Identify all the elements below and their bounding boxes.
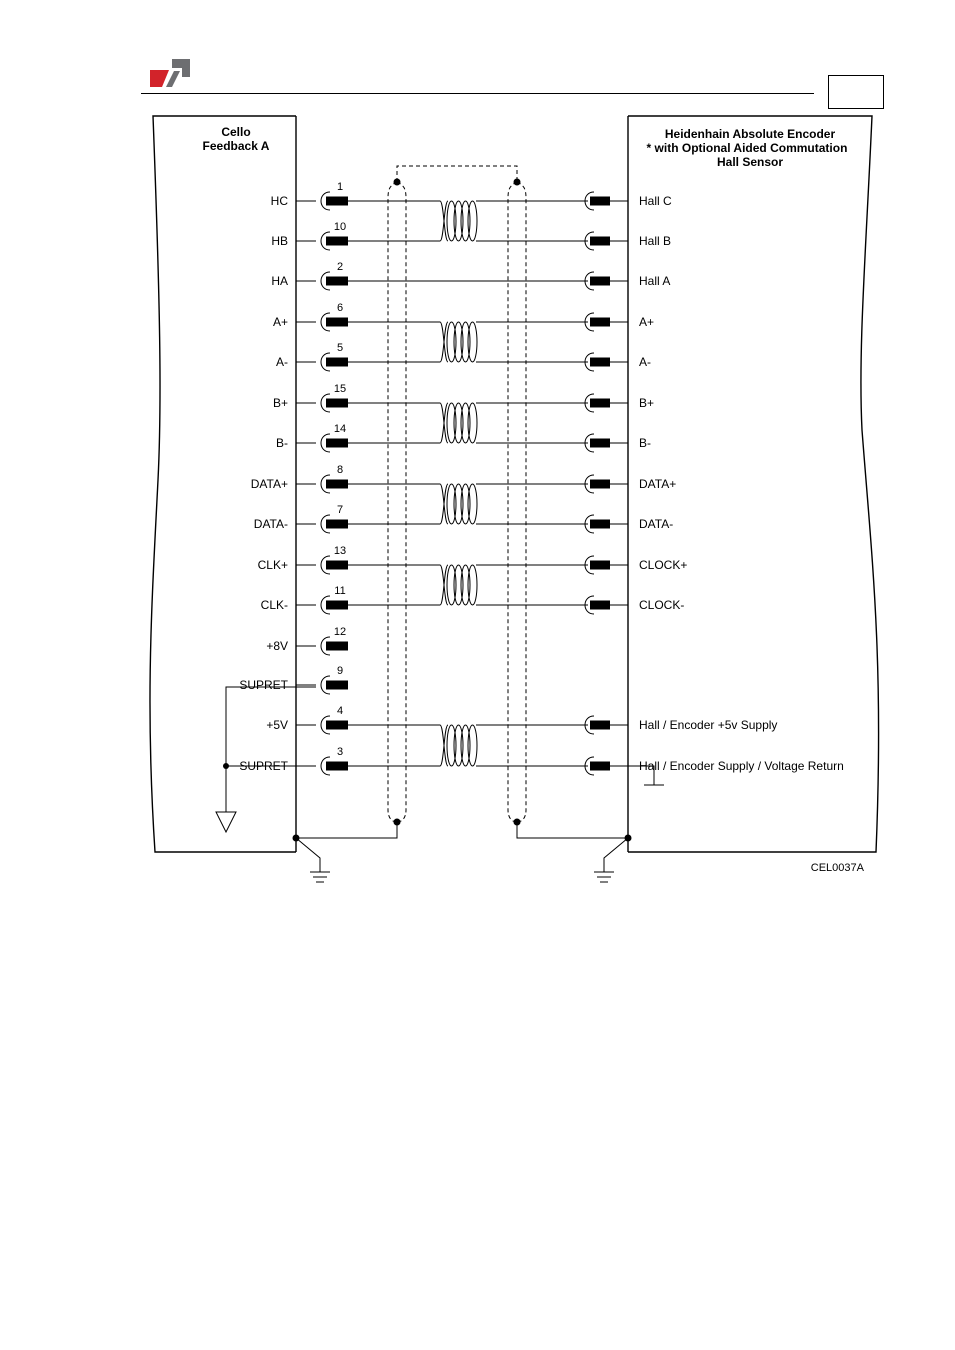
right-block-title-line2: * with Optional Aided Commutation — [646, 141, 848, 155]
left-signal-label: CLK- — [260, 598, 288, 612]
pair-loop — [454, 725, 463, 766]
pair-loop — [454, 484, 463, 524]
right-signal-label: DATA+ — [639, 477, 677, 491]
pin-number: 10 — [333, 221, 347, 233]
pin-number: 13 — [333, 545, 347, 557]
right-signal-label: CLOCK- — [639, 598, 685, 612]
pair-loop — [468, 201, 477, 241]
signal-row — [271, 181, 672, 210]
left-pin — [326, 197, 348, 206]
shield-drain-right — [517, 822, 628, 838]
signal-row — [239, 665, 348, 694]
pair-loop — [447, 565, 456, 605]
left-signal-label: A+ — [272, 315, 288, 329]
pin-number: 14 — [333, 423, 347, 435]
left-signal-label: +5V — [266, 718, 288, 732]
right-signal-label: DATA- — [639, 517, 674, 531]
signal-row — [273, 383, 654, 412]
pin-number: 11 — [334, 585, 346, 597]
pair-loop — [468, 484, 477, 524]
right-pin — [590, 762, 610, 771]
shield-bridge — [397, 166, 517, 182]
left-pin — [326, 277, 348, 286]
pin-number: 5 — [336, 342, 344, 354]
right-signal-label: CLOCK+ — [639, 558, 688, 572]
twisted-pair-icon — [440, 725, 479, 766]
left-signal-label: A- — [276, 355, 288, 369]
right-pin — [590, 358, 610, 367]
signal-row — [276, 423, 651, 452]
cable-shield-right — [508, 182, 526, 822]
left-signal-label: B+ — [272, 396, 288, 410]
left-pin — [326, 480, 348, 489]
right-pin — [590, 520, 610, 529]
pair-loop — [447, 484, 456, 524]
right-pin — [590, 197, 610, 206]
chassis-ground-left-icon — [296, 838, 330, 882]
left-pin — [326, 520, 348, 529]
chassis-ground-right-icon — [594, 838, 628, 882]
pin-number: 3 — [336, 746, 344, 758]
signal-row — [239, 746, 843, 775]
left-pin — [326, 358, 348, 367]
pair-loop — [447, 201, 456, 241]
pair-loop — [461, 725, 470, 766]
right-pin — [590, 318, 610, 327]
signal-row — [258, 545, 688, 574]
right-signal-label: Hall B — [639, 234, 672, 248]
left-pin — [326, 642, 348, 651]
pair-loop — [461, 322, 470, 362]
left-pin — [326, 439, 348, 448]
left-signal-label: SUPRET — [239, 759, 288, 773]
signal-row — [261, 585, 685, 614]
signal-row — [266, 626, 348, 655]
pair-loop — [454, 565, 463, 605]
left-signal-label: B- — [276, 436, 288, 450]
signal-rows — [239, 181, 843, 775]
right-block-title-line1: Heidenhain Absolute Encoder — [664, 127, 836, 141]
twisted-pair-icon — [440, 403, 479, 443]
left-signal-label: DATA+ — [250, 477, 288, 491]
shield-node-top-right — [514, 179, 521, 186]
pin-number: 1 — [336, 181, 344, 193]
pin-number: 4 — [336, 705, 344, 717]
right-signal-label: Hall / Encoder Supply / Voltage Return — [639, 759, 844, 773]
right-signal-label: B- — [639, 436, 651, 450]
right-signal-label: A- — [639, 355, 651, 369]
pin-number: 6 — [336, 302, 344, 314]
right-pin — [590, 480, 610, 489]
right-signal-label: B+ — [639, 396, 655, 410]
left-pin — [326, 237, 348, 246]
left-pin — [326, 721, 348, 730]
pair-loop — [468, 322, 477, 362]
left-pin — [326, 601, 348, 610]
signal-row — [251, 464, 676, 493]
signal-row — [273, 302, 654, 331]
right-pin — [590, 439, 610, 448]
pair-loop — [461, 201, 470, 241]
left-pin — [326, 681, 348, 690]
shield-drain-left — [296, 822, 397, 838]
right-signal-label: A+ — [639, 315, 655, 329]
pair-loop — [468, 403, 477, 443]
left-signal-label: CLK+ — [257, 558, 288, 572]
left-pin — [326, 561, 348, 570]
pair-loop — [454, 322, 463, 362]
right-pin — [590, 721, 610, 730]
right-signal-label: Hall / Encoder +5v Supply — [639, 718, 778, 732]
twisted-pair-icon — [440, 565, 479, 605]
right-pin — [590, 601, 610, 610]
pin-number: 12 — [333, 626, 347, 638]
figure-code: CEL0037A — [810, 862, 864, 874]
left-signal-label: +8V — [266, 639, 288, 653]
pair-loop — [461, 484, 470, 524]
signal-row — [276, 342, 651, 371]
pair-loop — [454, 403, 463, 443]
supret-junction-node — [223, 763, 229, 769]
pin-number: 15 — [333, 383, 347, 395]
right-pin — [590, 237, 610, 246]
supret-ground-link — [226, 687, 316, 812]
pair-loop — [468, 725, 477, 766]
left-pin — [326, 318, 348, 327]
right-block-title-line3: Hall Sensor — [716, 155, 784, 169]
pin-number: 9 — [336, 665, 344, 677]
twisted-pair-icon — [440, 484, 479, 524]
twisted-pair-marks — [440, 201, 479, 766]
pair-loop — [461, 403, 470, 443]
left-block-title-line2: Feedback A — [202, 139, 270, 153]
left-block-title-line1: Cello — [221, 125, 251, 139]
signal-row — [266, 705, 777, 734]
left-signal-label: SUPRET — [239, 678, 288, 692]
left-pin — [326, 399, 348, 408]
right-pin — [590, 277, 610, 286]
signal-row — [254, 504, 673, 533]
left-pin — [326, 762, 348, 771]
pair-loop — [468, 565, 477, 605]
right-pin — [590, 561, 610, 570]
pair-loop — [454, 201, 463, 241]
left-signal-label: DATA- — [253, 517, 288, 531]
right-pin — [590, 399, 610, 408]
pin-number: 8 — [336, 464, 344, 476]
twisted-pair-icon — [440, 201, 479, 241]
twisted-pair-icon — [440, 322, 479, 362]
signal-row — [271, 261, 670, 290]
cable-shield-left — [388, 182, 406, 822]
pair-loop — [447, 725, 456, 766]
pin-number: 2 — [336, 261, 344, 273]
left-signal-label: HB — [271, 234, 288, 248]
pair-loop — [461, 565, 470, 605]
right-signal-label: Hall C — [639, 194, 672, 208]
left-signal-label: HC — [270, 194, 288, 208]
pin-number: 7 — [336, 504, 344, 516]
signal-ground-icon — [216, 812, 236, 832]
pair-loop — [447, 322, 456, 362]
pair-loop — [447, 403, 456, 443]
left-signal-label: HA — [271, 274, 288, 288]
shield-node-top-left — [394, 179, 401, 186]
signal-row — [271, 221, 671, 250]
right-signal-label: Hall A — [639, 274, 671, 288]
